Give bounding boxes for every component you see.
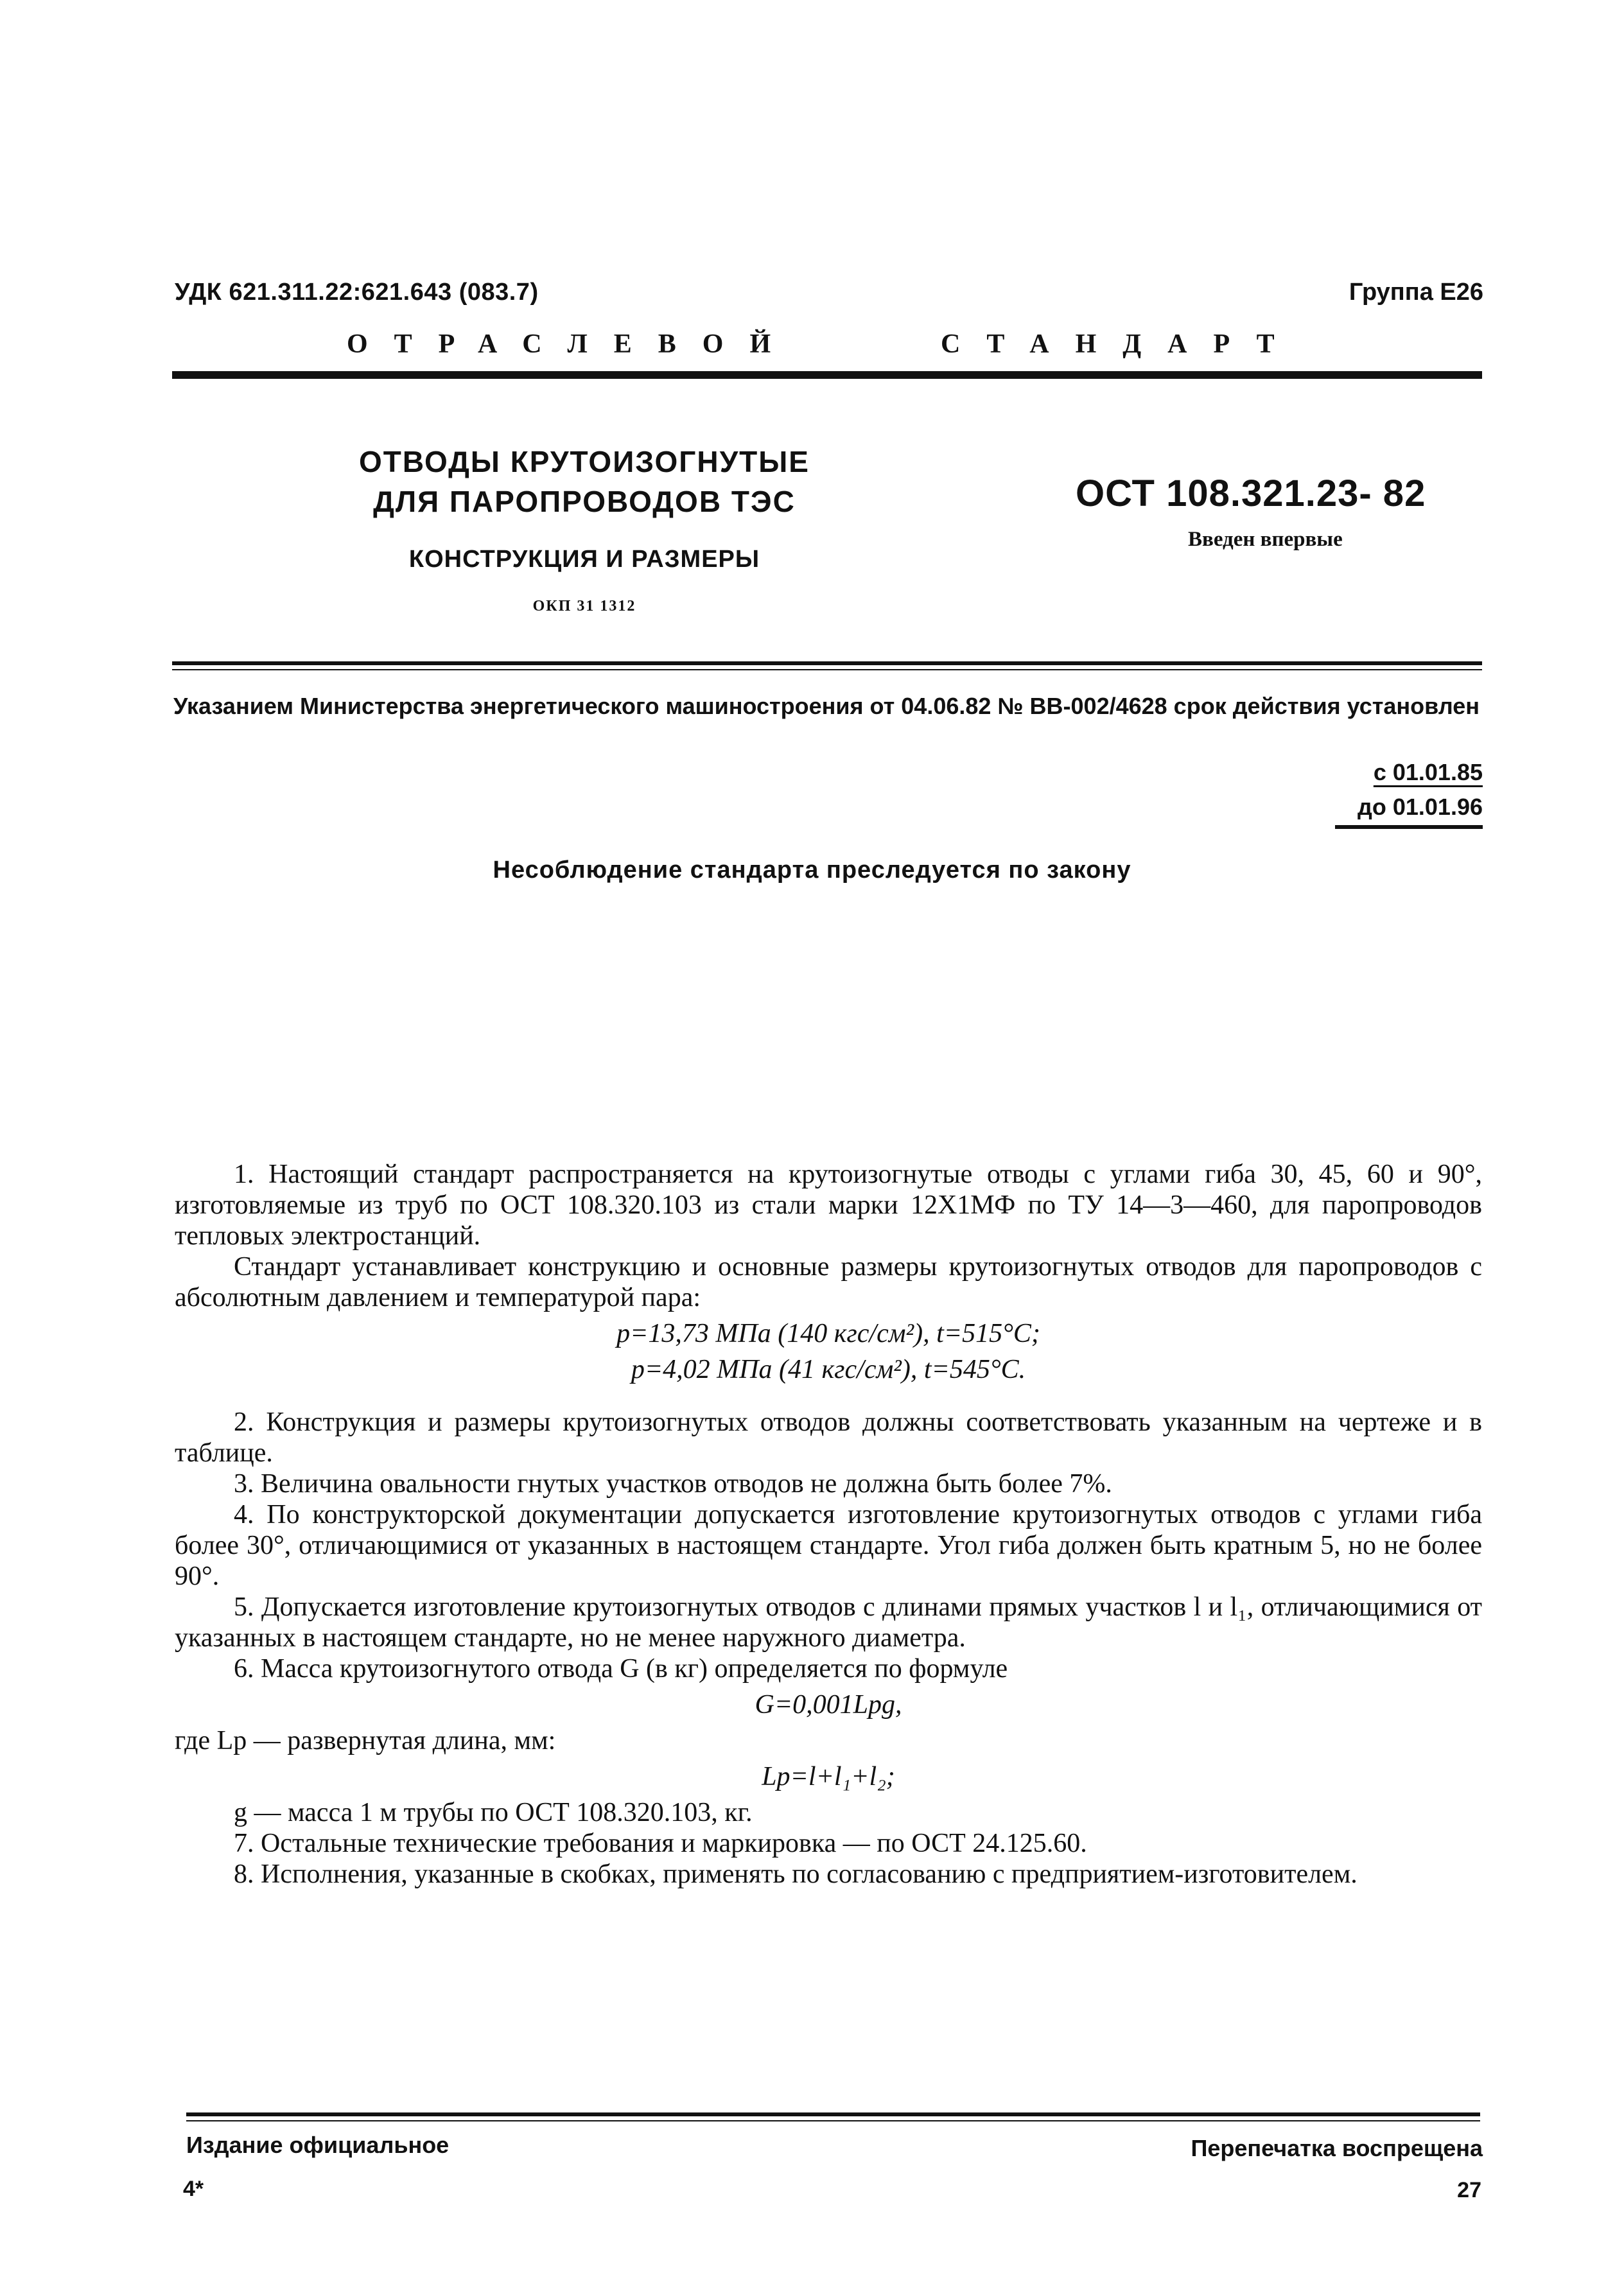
header-rule [172,371,1482,379]
non-compliance-note: Несоблюдение стандарта преследуется по закону [493,857,1131,884]
introduced-note: Введен впервые [1188,528,1343,551]
clause-1-scope: Стандарт устанавливает конструкцию и основные размеры крутоизогнутых отводов для паропроводов с абсолютным давлением и температурой пара: [175,1252,1482,1312]
title-line-1: ОТВОДЫ КРУТОИЗОГНУТЫЕ [359,445,810,478]
udk-code: УДК 621.311.22:621.643 (083.7) [175,279,539,306]
group-code: Группа Е26 [1349,279,1483,306]
okp-code: ОКП 31 1312 [532,598,636,614]
clause-8: 8. Исполнения, указанные в скобках, применять по согласованию с предприятием-изготовителем. [234,1859,1358,1889]
footer-rule [186,2112,1480,2116]
footer-rule-thin [186,2120,1480,2121]
page-number: 27 [1457,2178,1481,2202]
section-rule [172,661,1482,665]
section-rule-thin [172,669,1482,670]
clause-2: 2. Конструкция и размеры крутоизогнутых отводов должны соответствовать указанным на чертеже и в таблице. [175,1407,1482,1468]
banner-standard: СТАНДАРТ [941,329,1301,359]
reprint-note: Перепечатка воспрещена [1191,2135,1483,2161]
banner-sectoral: ОТРАСЛЕВОЙ [347,329,798,359]
title-block [334,442,835,615]
clause-7: 7. Остальные технические требования и маркировка — по ОСТ 24.125.60. [234,1829,1087,1858]
validity-rule [1335,825,1483,829]
standard-code: ОСТ 108.321.23- 82 [1076,473,1426,514]
definition-g: g — масса 1 м трубы по ОСТ 108.320.103, кг. [234,1798,753,1827]
clause-4: 4. По конструкторской документации допускается изготовление крутоизогнутых отводов с углами гиба более 30°, отличающимися от указанных в настоящем стандарте. Угол гиба должен быть кратным 5, но не более 90°. [175,1500,1482,1591]
definition-lp: где Lp — развернутая длина, мм: [175,1726,556,1755]
clause-5: 5. Допускается изготовление крутоизогнутых отводов с длинами прямых участков l и l₁, отличающимися от указанных в настоящем стандарте, но не менее наружного диаметра. [175,1592,1482,1653]
subtitle: КОНСТРУКЦИЯ И РАЗМЕРЫ [408,546,760,573]
clause-1: 1. Настоящий стандарт распространяется на крутоизогнутые отводы с углами гиба 30, 45, 60 и 90°, изготовляемые из труб по ОСТ 108.320.103 из стали марки 12Х1МФ по ТУ 14—3—460, для паропроводов тепловых электростанций. [175,1160,1482,1251]
decree-text: Указанием Министерства энергетического машиностроения от 04.06.82 № ВВ-002/4628 срок действия установлен [173,693,1480,719]
valid-to-date: до 01.01.96 [1358,794,1483,820]
body-text [175,1159,1482,1890]
edition-note: Издание официальное [186,2132,450,2158]
formula-mass: G=0,001Lpg, [755,1690,902,1720]
clause-3: 3. Величина овальности гнутых участков отводов не должна быть более 7%. [234,1469,1112,1499]
formula-pressure-2: p=4,02 МПа (41 кгс/см²), t=545°С. [631,1355,1026,1384]
title-line-2: ДЛЯ ПАРОПРОВОДОВ ТЭС [373,485,796,518]
sheet-mark: 4* [183,2177,204,2201]
formula-pressure-1: p=13,73 МПа (140 кгс/см²), t=515°С; [616,1319,1040,1348]
clause-6: 6. Масса крутоизогнутого отвода G (в кг) определяется по формуле [234,1654,1008,1684]
formula-length: Lp=l+l₁+l₂; [762,1762,895,1791]
valid-from-date: с 01.01.85 [1373,759,1483,785]
